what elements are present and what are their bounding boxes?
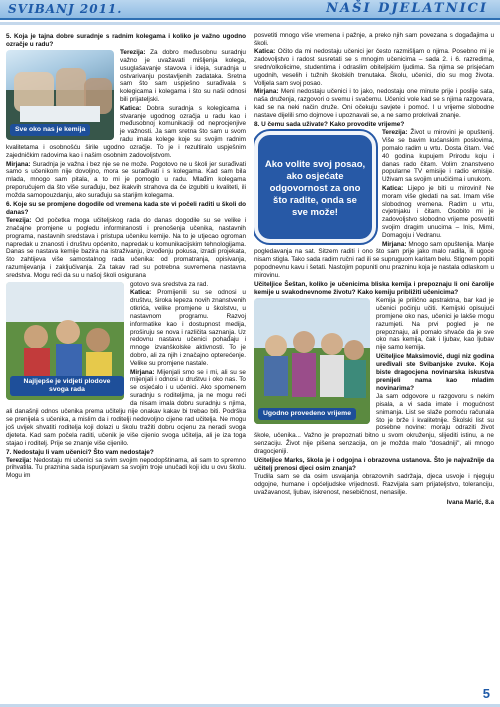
question-chemistry: Učiteljice Šeštan, koliko je učenicima bliska kemija i prepoznaju li oni čarolije kemije u svakodnevnome životu? Kako kemiju približiti učenicima? (254, 281, 494, 296)
left-column (6, 32, 246, 672)
speaker-name: Mirjana: (6, 160, 31, 168)
answer-terezija-7-cont: posvetiti mnogo više vremena i pažnje, a preko njih sam povezana s događajima u školi. (254, 32, 494, 47)
speaker-name: Terezija: (120, 48, 146, 56)
page-header (0, 0, 500, 28)
speaker-name: Terezija: (6, 216, 32, 224)
answer-chemistry: Kemija je prilično apstraktna, bar kad je učenici počinju učiti. Kemijski opisujući promjene oko nas, učenici je lakše mogu razumjeti. Na prvi pogled je ne prepoznaju, ali pomalo shvaće da je sve oko nas kemija, čak i ljubav, kao ljubav nije samo kemija. (376, 296, 494, 352)
question-6: 6. Koje su se promjene dogodile od vremena kada ste vi počeli raditi u školi do danas? (6, 201, 246, 216)
photo-garden-harvest (6, 282, 124, 400)
speaker-name: Mirjana: (382, 240, 407, 248)
photo-illustration (254, 298, 370, 424)
photo-chemistry-students (6, 50, 114, 140)
author-signature: Ivana Marić, 8.a (446, 498, 494, 506)
right-column (254, 32, 494, 696)
question-journalism: Učiteljice Maksimović, dugi niz godina uređivali ste Svibanjske zvuke. Koja biste dragocjena novinarska iskustva prenijeli nama kao mladim novinarima? (376, 353, 494, 392)
speaker-name: Katica: (120, 104, 142, 112)
page-number: 5 (482, 686, 490, 701)
answer-katica-5: Katica: Dobra suradnja s kolegicama i stvaranje ugodnog ozračja u radu kao i međusobnoj komunikaciji od neprocjenjive je važnosti. Ja sam sretna što sam u svom radu imala kolege koje su svojim radnim kvalitetama i osobnošću širile ugodno ozračje. To je i rezultiralo uspješnim zajedničkim radovima kao i našim osobnim zadovoljstvom. (6, 104, 246, 160)
answer-terezija-6: Terezija: Od početka moga učiteljskog rada do danas dogodile su se velike i značajne promjene u pogledu informiranosti i prenošenja učenika, nastavnih programa, nastavnih sredstava i pristupa učeniku kemije. Na to je utjecao ogroman napredak u znanosti i društvu općenito, napredak u komunikacijskim tehnologijama. Danas se nastava kemije bazira na istraživanju, izvođenju pokusa, izradi projekata, što zahtijeva više samostalnog rada učenika: od promatranja, opisivanja, razumijevanja i zaključivanja. Za takav rad su potrebna suvremena nastavna sredstva. Mogu reći da su u našoj školi osigurana (6, 216, 246, 280)
section-title: NAŠI DJELATNICI (326, 1, 488, 16)
photo-group (254, 298, 370, 424)
speaker-name: Mirjana: (130, 368, 155, 376)
speaker-name: Katica: (254, 48, 276, 56)
question-values: Učiteljice Marks, škola je i odgojna i obrazovna ustanova. Što je najvažnije da učitelj prenosi djeci osim znanja? (254, 457, 494, 472)
issue-date: SVIBANJ 2011. (8, 2, 123, 16)
speaker-name: Terezija: (6, 456, 32, 464)
answer-mirjana-6: Mirjana: Mijenjali smo se i mi, ali su se mijenjali i odnosi u društvu i oko nas. To se osjećalo i u učenici. Ako spomenem suradnju s roditeljima, ja ne mogu reći da nisam imala dobru suradnju s njima, ali današnji odnos učenika prema učitelju nije onakav kakav bi trebao biti. Podrška se prenijela s učenika, a mislim da i roditelji nedovoljno cijene rad učitelja. Ne mogu još uvijek shvatiti roditelja koji dolazi u školu tražiti dobru ocjenu za neradi svoga djeteta. Kad sam počela raditi, učenik je više cijenio svoga učitelja, ali je iza toga stajao i roditelj. Prije se znanje više cijenilo. (6, 368, 246, 447)
header-divider (0, 22, 500, 25)
answer-katica-8: Katica: Lijepo je biti u mirovini! Ne moram više gledati na sat. Imam više slobodnog vremena. Radim u vrtu, cvjetnjaku i čitam. Osobito mi je zadovoljstvo slobodno vrijeme posvetiti svojim dragim unucima – Inis, Mimi, Domagoju i Vedranu. (382, 184, 494, 240)
answer-terezija-5: Terezija: Za dobro međusobnu suradnju važno je uvažavati mišljenja kolega, usuglašavanje stavova i ideja, suradnja u ostvarivanju postavljenih zadataka. Sretna sam što sam uspješno surađivala s kolegicama i kolegama i što su naši odnosi bili prijateljski. (120, 48, 246, 104)
answer-mirjana-8: Mirjana: Mnogo sam opuštenija. Manje pogledavanja na sat. Sitzem raditi i ono što sam prije jako malo radila, ili ugoce nisam stigla. Tako sada radim ručni rad ili se supruguom karitam belu. Stignem popiti popodnevnu kavu i šetati. Nastojim popuniti onu prazninu koja je nastala odlaskom u mirovinu. (254, 240, 494, 280)
answer-katica-7: Katica: Očito da mi nedostaju učenici jer često razmišljam o njima. Posebno mi je zadovoljstvo i radost susretati se s mnogim učenicima – sada 2. i 6. razredima, sredn/olkolicime, studentima i odraslim obiteljskim ljudima. Sa njima se prisjećam ugodnih, veselih i tužnih školskih trenutaka. Školu, učenici, dio su mog života. Volljela sam svoj posao. (254, 48, 494, 87)
photo3-caption: Ugodno provedeno vrijeme (258, 408, 356, 420)
answer-journalism: Ja sam odgovore u razgovoru s nekim pisala, a vi sada imate i mogućnost snimanja. List se slaže pomoću računala što je brže i kvalitetnije. Školski list su posebne novine: moraju odraziti život škole, učenika... Važno je prepoznati bitno u svom okruženju, slijediti istinu, a ne senzaciju. Život nije pišena senzacija, on je možda malo "dosadniji", ali mnogo dragocjeniji. (254, 392, 494, 456)
answer-katica-6: Katica: Promijenili su se odnosi u društvu, široka lepeza novih znanstvenih otkrića, velike promjene u školstvu, u nastavnom programu. Razvoj informatike kao i dostupnost medija, proširuju se nova i različita saznanja. Uz redovnu nastavu učenici pohađaju i mnoge izvanškolske aktivnosti. To je dobro, ali za njih i značajno opterećenje. Velike su promjene nastale. (130, 289, 246, 368)
speaker-name: Terezija: (382, 128, 408, 136)
pull-quote: Ako volite svoj posao, ako osjećate odgovornost za ono što radite, onda se sve može! (254, 131, 376, 243)
answer-terezija-6-end: gotovo sva sredstva za rad. (130, 280, 209, 288)
question-8: 8. U čemu sada uživate? Kako provodite vrijeme? (254, 120, 405, 128)
photo2-caption: Najljepše je vidjeti plodove svoga rada (10, 376, 124, 396)
speaker-name: Mirjana: (254, 88, 279, 96)
answer-mirjana-5: Mirjana: Suradnja je važna i bez nje se ne može. Pogotovo ne u školi jer surađivati samo s učenikom nije dovoljno, mora se surađivati i s kolegama. Kad sam bila mlada, mnogo sam pitala, a to mi je pomoglo u radu. Mlađim kolegama preporučujem da što više surađuju, bez ikakvih strahova da će izgubiti u kvaliteti, ili možda samopouzdanju, ako surađuju sa starijim kolegama. (6, 160, 246, 200)
question-7: 7. Nedostaju li vam učenici? Što vam nedostaje? (6, 448, 154, 456)
speaker-name: Katica: (130, 289, 152, 296)
answer-terezija-8: Terezija: Život u mirovini je opuštenij. Više se bavim kućanskim poslovima, pomalo radim u vrtu. Dosta čitam. Već 40 godina kupujem Prirodu koju i danas rado čitam. Volim znanstveno popularne TV emisije i radio emisije. Uživam sa svojim unučićima i unukom. (382, 128, 494, 184)
question-5: 5. Koja je tajna dobre suradnje s radnim kolegama i koliko je važno ugodno ozračje u radu? (6, 33, 246, 48)
answer-mirjana-7: Mirjana: Meni nedostaju učenici i to jako, nedostaju one minute prije i poslije sata, naša druženja, razgovori o svemu i svačemu. Učenici vole kad se s njima razgovara, kad se na neki način druže. Oni očekuju savjete i pomoć. I u vrijeme slobodne nastave dijelili smo dojmove i upoznavali se, a ne samo prokrivali znanje. (254, 88, 494, 120)
answer-terezija-7: Terezija: Nedostaju mi učenici sa svim svojim nepodopštinama, ali sam to spremno prihvatila. Tu praznina sada ispunjavam sa svojim troje unučadi koji idu u ovu školu. Mogu im (6, 456, 246, 480)
photo1-caption: Sve oko nas je kemija (10, 124, 90, 136)
speaker-name: Katica: (382, 184, 404, 192)
answer-values: Trudila sam se da osim usvajanja obrazovnih sadržaja, djeca usvoje i njeguju odgojne, humane i općeljudske vrijednosti. Razvijala sam prijateljstvo, toleranciju, uvažavanost, ljubav, iskrenost, nesebičnost, nenasilje. (254, 472, 494, 496)
